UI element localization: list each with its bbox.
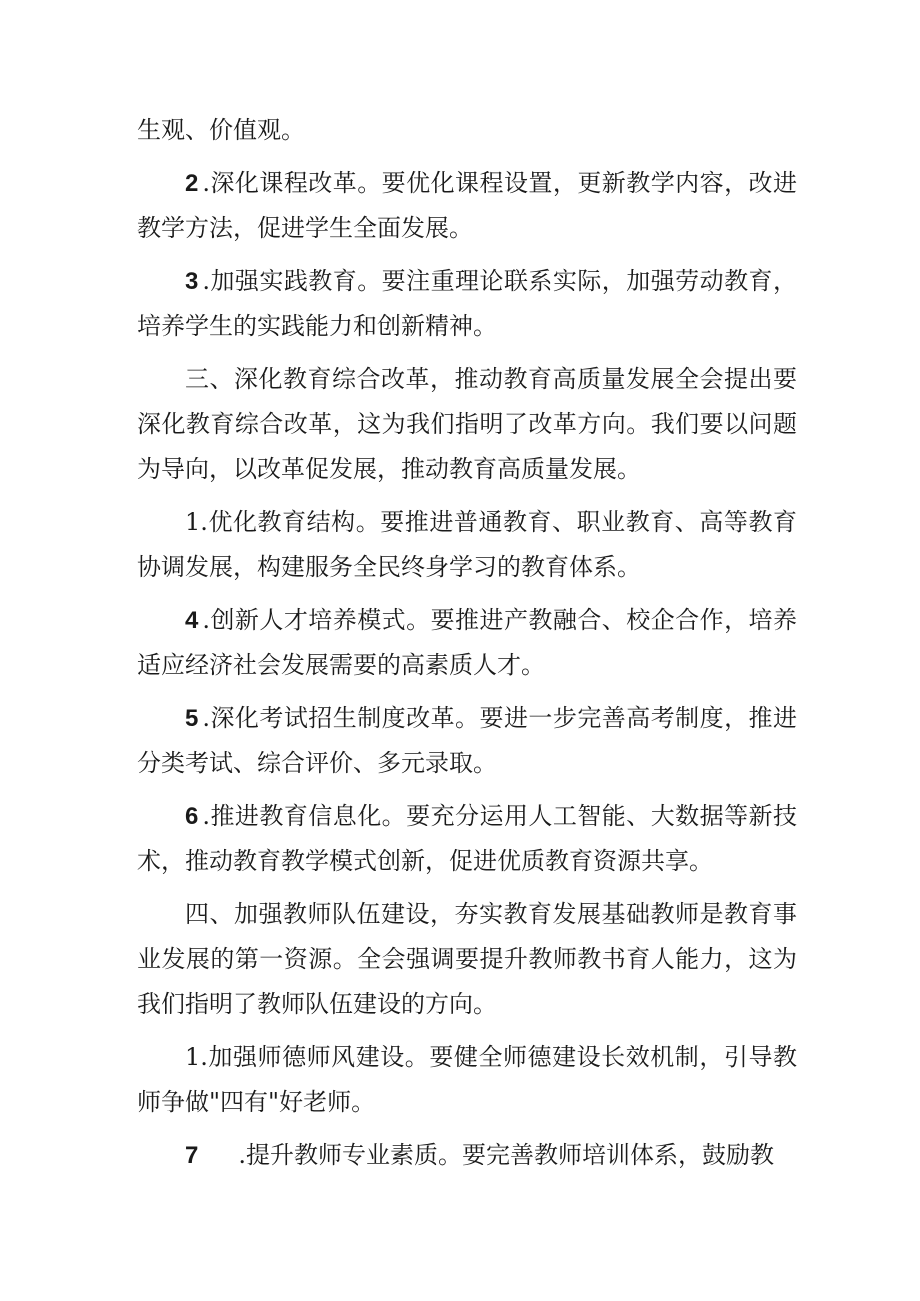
paragraph-text: .加强实践教育。要注重理论联系实际，加强劳动教育，培养学生的实践能力和创新精神。 bbox=[137, 267, 797, 340]
paragraph-text: 1.加强师德师风建设。要健全师德建设长效机制，引导教师争做"四有"好老师。 bbox=[137, 1043, 797, 1116]
paragraph-text: .提升教师专业素质。要完善教师培训体系，鼓励教 bbox=[238, 1141, 774, 1169]
paragraph-1-education-structure bbox=[137, 500, 797, 590]
paragraph-4-talent-cultivation bbox=[137, 598, 797, 688]
paragraph-number: 7 bbox=[185, 1142, 199, 1169]
paragraph-text: .推进教育信息化。要充分运用人工智能、大数据等新技术，推动教育教学模式创新，促进优质教育资源共享。 bbox=[137, 802, 797, 875]
section-3-heading-paragraph bbox=[137, 357, 797, 492]
paragraph-2-curriculum-reform bbox=[137, 161, 797, 251]
paragraph-text: 1.优化教育结构。要推进普通教育、职业教育、高等教育协调发展，构建服务全民终身学习的教育体系。 bbox=[137, 508, 797, 581]
paragraph-1-teacher-ethics bbox=[137, 1035, 797, 1125]
paragraph-number: 2 bbox=[185, 170, 199, 197]
section-4-heading-paragraph bbox=[137, 892, 797, 1027]
paragraph-number: 4 bbox=[185, 607, 199, 634]
paragraph-6-education-informatization bbox=[137, 794, 797, 884]
paragraph-text: 三、深化教育综合改革，推动教育高质量发展全会提出要深化教育综合改革，这为我们指明了改革方向。我们要以问题为导向，以改革促发展，推动教育高质量发展。 bbox=[137, 365, 797, 483]
document-body bbox=[137, 108, 797, 1186]
paragraph-text: 生观、价值观。 bbox=[137, 116, 305, 144]
paragraph-5-exam-reform bbox=[137, 696, 797, 786]
paragraph-text: .深化课程改革。要优化课程设置，更新教学内容，改进教学方法，促进学生全面发展。 bbox=[137, 169, 797, 242]
paragraph-number: 5 bbox=[185, 705, 199, 732]
paragraph-text: .深化考试招生制度改革。要进一步完善高考制度，推进分类考试、综合评价、多元录取。 bbox=[137, 704, 797, 777]
paragraph-text: 四、加强教师队伍建设，夯实教育发展基础教师是教育事业发展的第一资源。全会强调要提升教师教书育人能力，这为我们指明了教师队伍建设的方向。 bbox=[137, 900, 797, 1018]
paragraph-continued bbox=[137, 108, 797, 153]
paragraph-7-teacher-quality bbox=[137, 1133, 797, 1178]
paragraph-number: 3 bbox=[185, 268, 199, 295]
paragraph-text: .创新人才培养模式。要推进产教融合、校企合作，培养适应经济社会发展需要的高素质人才。 bbox=[137, 606, 797, 679]
paragraph-number: 6 bbox=[185, 803, 199, 830]
paragraph-3-practice-education bbox=[137, 259, 797, 349]
